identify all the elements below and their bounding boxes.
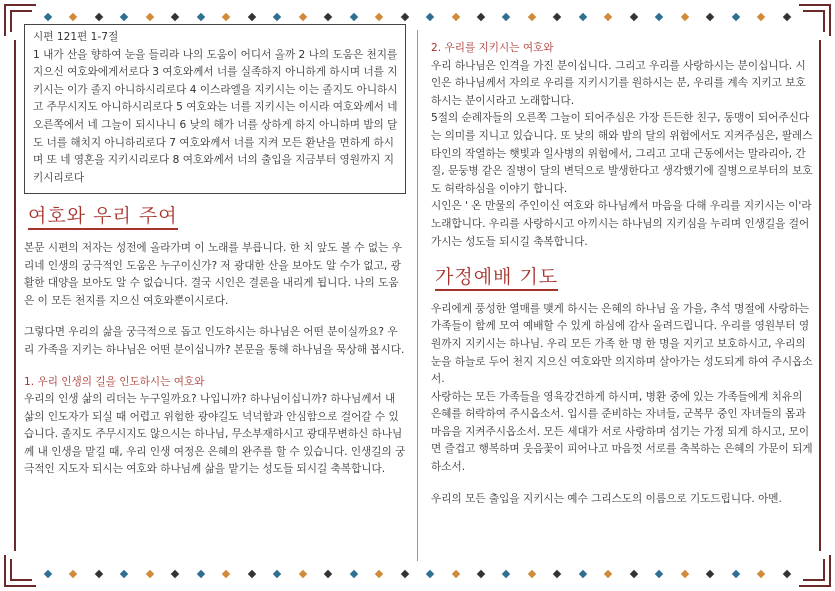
diamond-ornament	[528, 570, 536, 578]
diamond-ornament	[451, 570, 459, 578]
diamond-ornament	[630, 13, 638, 21]
diamond-ornament	[400, 570, 408, 578]
diamond-ornament	[477, 13, 485, 21]
diamond-ornament	[324, 570, 332, 578]
diamond-ornament	[502, 13, 510, 21]
diamond-ornament	[426, 13, 434, 21]
diamond-ornament	[451, 13, 459, 21]
diamond-ornament	[171, 13, 179, 21]
diamond-ornament	[579, 570, 587, 578]
diamond-ornament	[782, 13, 790, 21]
question-paragraph: 그렇다면 우리의 삶을 궁극적으로 돕고 인도하시는 하나님은 어떤 분이실까요? 우리 가족을 지키는 하나님은 어떤 분이십니까? 본문을 통해 하나님을 묵상해 봅시다.	[24, 326, 405, 356]
subheading-guide: 1. 우리 인생의 길을 인도하시는 여호와	[24, 375, 205, 388]
diamond-ornament	[146, 570, 154, 578]
frame-left-line	[14, 40, 16, 551]
psalm-box	[24, 24, 406, 194]
diamond-ornament	[197, 13, 205, 21]
diamond-ornament	[298, 13, 306, 21]
diamond-ornament	[706, 570, 714, 578]
diamond-ornament	[604, 570, 612, 578]
diamond-ornament	[528, 13, 536, 21]
prayer-closing: 우리의 모든 출입을 지키시는 예수 그리스도의 이름으로 기도드립니다. 아멘.	[431, 492, 782, 505]
section-title-lord	[28, 205, 406, 230]
diamond-ornament	[553, 570, 561, 578]
diamond-ornament	[757, 13, 765, 21]
diamond-ornament	[222, 13, 230, 21]
frame-right-line	[819, 40, 821, 551]
diamond-ornament	[680, 13, 688, 21]
diamond-ornament	[120, 570, 128, 578]
diamond-ornament	[197, 570, 205, 578]
diamond-ornament	[579, 13, 587, 21]
diamond-ornament	[95, 13, 103, 21]
diamond-ornament	[349, 13, 357, 21]
diamond-ornament	[477, 570, 485, 578]
bottom-diamond-border	[45, 569, 790, 579]
protect-paragraph-2: 5절의 순례자들의 오른쪽 그늘이 되어주심은 가장 든든한 친구, 동맹이 되어주신다는 의미를 지니고 있습니다. 또 낮의 해와 밤의 달의 위험에서도 지켜주심은, 팔레스타인의 작열하는 햇빛과 일사병의 위험에서, 그리고 고대 근동에서는 말라리아, 간질, 문둥병 같은 질병이 달의 변덕으로 발생한다고 생각했기에 질병으로부터의 보호도 허락하심을 이야기 합니다.	[431, 112, 813, 195]
protect-paragraph-1: 우리 하나님은 인격을 가진 분이십니다. 그리고 우리를 사랑하시는 분이십니다. 시인은 하나님께서 자의로 우리를 지키시기를 원하시는 분, 우리를 계속 지키고 보호하시는 분이시라고 노래합니다.	[431, 59, 806, 107]
frame-corner-bottom-left	[4, 555, 36, 587]
diamond-ornament	[248, 570, 256, 578]
diamond-ornament	[502, 570, 510, 578]
diamond-ornament	[120, 13, 128, 21]
prayer-paragraph-1: 우리에게 풍성한 열매를 맺게 하시는 은혜의 하나님 올 가을, 추석 명절에 사랑하는 가족들이 함께 모여 예배할 수 있게 하심에 감사 올려드립니다. 우리를 영원부터 영원까지 지키시는 하나님. 우리 모든 가족 한 명 한 명을 지키고 보호하시고, 우리의 눈을 하늘로 두어 천지 지으신 여호와만 의지하며 살아가는 성도되게 하여 주시옵소서.	[431, 302, 813, 386]
section-title-text: 여호와 우리 주여	[28, 208, 178, 230]
diamond-ornament	[146, 13, 154, 21]
section-title-prayer	[435, 266, 814, 291]
diamond-ornament	[69, 570, 77, 578]
diamond-ornament	[655, 13, 663, 21]
diamond-ornament	[604, 13, 612, 21]
diamond-ornament	[731, 570, 739, 578]
prayer-paragraph-2: 사랑하는 모든 가족들을 영육강건하게 하시며, 병환 중에 있는 가족들에게 치유의 은혜를 허락하여 주시옵소서. 입시를 준비하는 자녀들, 군복무 중인 자녀들의 몸과 마음을 지켜주시옵소서. 모든 세대가 서로 사랑하며 섬기는 가정 되게 하시고, 모이면 즐겁고 행복하며 웃음꽃이 피어나고 마음껏 서로를 축복하는 은혜의 가문이 되게 하소서.	[431, 390, 813, 474]
diamond-ornament	[731, 13, 739, 21]
frame-corner-top-right	[799, 4, 831, 36]
diamond-ornament	[680, 570, 688, 578]
intro-paragraph: 본문 시편의 저자는 성전에 올라가며 이 노래를 부릅니다. 한 치 앞도 볼 수 없는 우리네 인생의 궁극적인 도움은 누구이신가? 저 광대한 산을 보아도 알 수가 없고, 광활한 대양을 보아도 알 수 없습니다. 결국 시인은 결론을 내리게 됩니다. 나의 도움은 이 모든 천지를 지으신 여호와뿐이시로다.	[24, 241, 402, 307]
diamond-ornament	[782, 570, 790, 578]
left-column	[24, 24, 406, 479]
frame-corner-bottom-right	[799, 555, 831, 587]
psalm-heading: 시편 121편 1-7절	[33, 31, 119, 43]
diamond-ornament	[375, 570, 383, 578]
top-diamond-border	[45, 12, 790, 22]
diamond-ornament	[248, 13, 256, 21]
diamond-ornament	[95, 570, 103, 578]
right-column	[431, 40, 814, 508]
subheading-protect: 2. 우리를 지키시는 여호와	[431, 42, 554, 54]
diamond-ornament	[44, 570, 52, 578]
diamond-ornament	[757, 570, 765, 578]
protect-paragraph-3: 시인은 ' 온 만물의 주인이신 여호와 하나님께서 마음을 다해 우리를 지키시는 이'라 노래합니다. 우리를 사랑하시고 아끼시는 하나님의 지키심을 누리며 인생길을 걸어가시는 성도들 되시길 축복합니다.	[431, 200, 812, 248]
diamond-ornament	[273, 570, 281, 578]
diamond-ornament	[553, 13, 561, 21]
diamond-ornament	[400, 13, 408, 21]
psalm-text: 1 내가 산을 향하여 눈을 들리라 나의 도움이 어디서 올까 2 나의 도움은 천지를 지으신 여호와에게서로다 3 여호와께서 너를 실족하지 아니하게 하시며 너를 지키시는 이가 졸지 아니하시리로다 4 이스라엘을 지키시는 이는 졸지도 아니하시고 주무시지도 아니하시리로다 5 여호와는 너를 지키시는 이시라 여호와께서 네 오른쪽에서 네 그늘이 되시나니 6 낮의 해가 너를 상하게 하지 아니하며 밤의 달도 너를 해치지 아니하리로다 7 여호와께서 너를 지켜 모든 환난을 면하게 하시며 또 네 영혼을 지키시리로다 8 여호와께서 너의 출입을 지금부터 영원까지 지키시리로다	[33, 48, 398, 184]
diamond-ornament	[706, 13, 714, 21]
diamond-ornament	[655, 570, 663, 578]
diamond-ornament	[222, 570, 230, 578]
diamond-ornament	[349, 570, 357, 578]
prayer-title-text: 가정예배 기도	[435, 269, 558, 291]
column-divider	[417, 30, 418, 561]
diamond-ornament	[171, 570, 179, 578]
diamond-ornament	[273, 13, 281, 21]
diamond-ornament	[298, 570, 306, 578]
diamond-ornament	[426, 570, 434, 578]
diamond-ornament	[324, 13, 332, 21]
diamond-ornament	[69, 13, 77, 21]
diamond-ornament	[630, 570, 638, 578]
diamond-ornament	[375, 13, 383, 21]
diamond-ornament	[44, 13, 52, 21]
guide-paragraph: 우리의 인생 삶의 리더는 누구일까요? 나입니까? 하나님이십니까? 하나님께서 내 삶의 인도자가 되실 때 어렵고 위험한 광야길도 넉넉함과 안심함으로 걸어갈 수 있습니다. 졸지도 주무시지도 않으시는 하나님, 무소부재하시고 광대무변하신 하나님께 내 인생을 맡길 때, 우리 인생 여정은 은혜의 완주를 할 수 있습니다. 인생길의 궁극적인 지도자 되시는 여호와 하나님께 삶을 맡기는 성도들 되시길 축복합니다.	[24, 393, 406, 476]
